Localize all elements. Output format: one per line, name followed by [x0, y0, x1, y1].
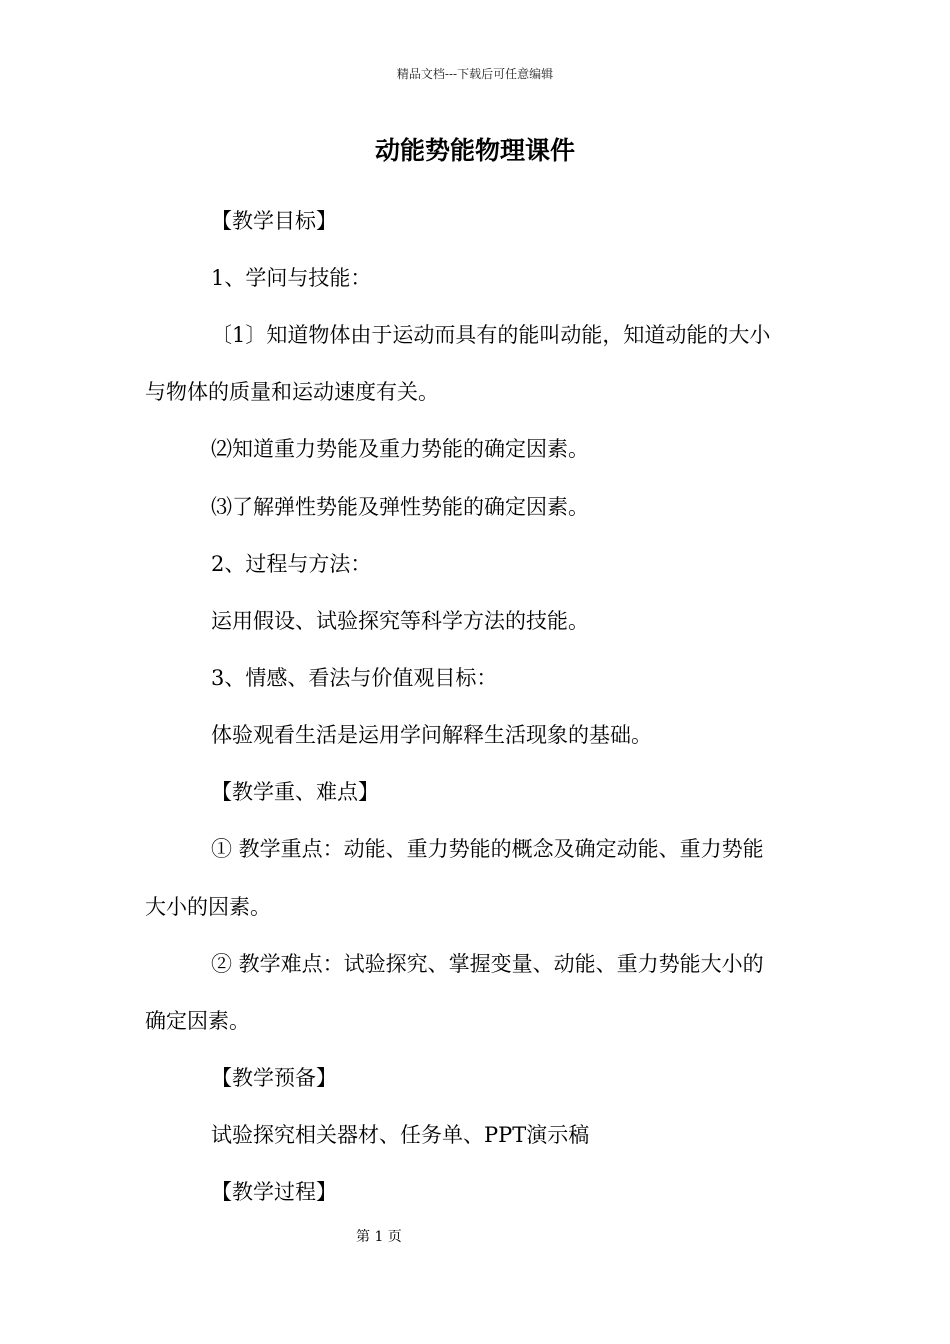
section-heading-objectives: 【教学目标】	[211, 209, 337, 233]
preparation-text: 试验探究相关器材、任务单、PPT演示稿	[211, 1123, 590, 1147]
objective-3-heading: 3、情感、看法与价值观目标：	[211, 666, 498, 690]
page-header: 精品文档---下载后可任意编辑	[396, 67, 554, 81]
objective-2-heading: 2、过程与方法：	[211, 552, 372, 576]
section-heading-key-points: 【教学重、难点】	[211, 780, 379, 804]
difficulty-line-2: 确定因素。	[145, 1009, 250, 1033]
page-number: 第 1 页	[356, 1229, 402, 1245]
objective-1-item-1-line-1: 〔1〕知道物体由于运动而具有的能叫动能，知道动能的大小	[211, 323, 771, 347]
section-heading-process: 【教学过程】	[211, 1180, 337, 1204]
objective-1-heading: 1、学问与技能：	[211, 266, 372, 290]
section-heading-preparation: 【教学预备】	[211, 1066, 337, 1090]
objective-1-item-2: ⑵知道重力势能及重力势能的确定因素。	[211, 437, 589, 461]
key-point-line-2: 大小的因素。	[145, 895, 271, 919]
document-title: 动能势能物理课件	[374, 136, 575, 165]
objective-3-text: 体验观看生活是运用学问解释生活现象的基础。	[211, 723, 652, 747]
objective-1-item-3: ⑶了解弹性势能及弹性势能的确定因素。	[211, 495, 589, 519]
objective-1-item-1-line-2: 与物体的质量和运动速度有关。	[145, 380, 439, 404]
difficulty-line-1: ② 教学难点：试验探究、掌握变量、动能、重力势能大小的	[211, 952, 764, 976]
objective-2-text: 运用假设、试验探究等科学方法的技能。	[211, 609, 589, 633]
key-point-line-1: ① 教学重点：动能、重力势能的概念及确定动能、重力势能	[211, 837, 764, 861]
